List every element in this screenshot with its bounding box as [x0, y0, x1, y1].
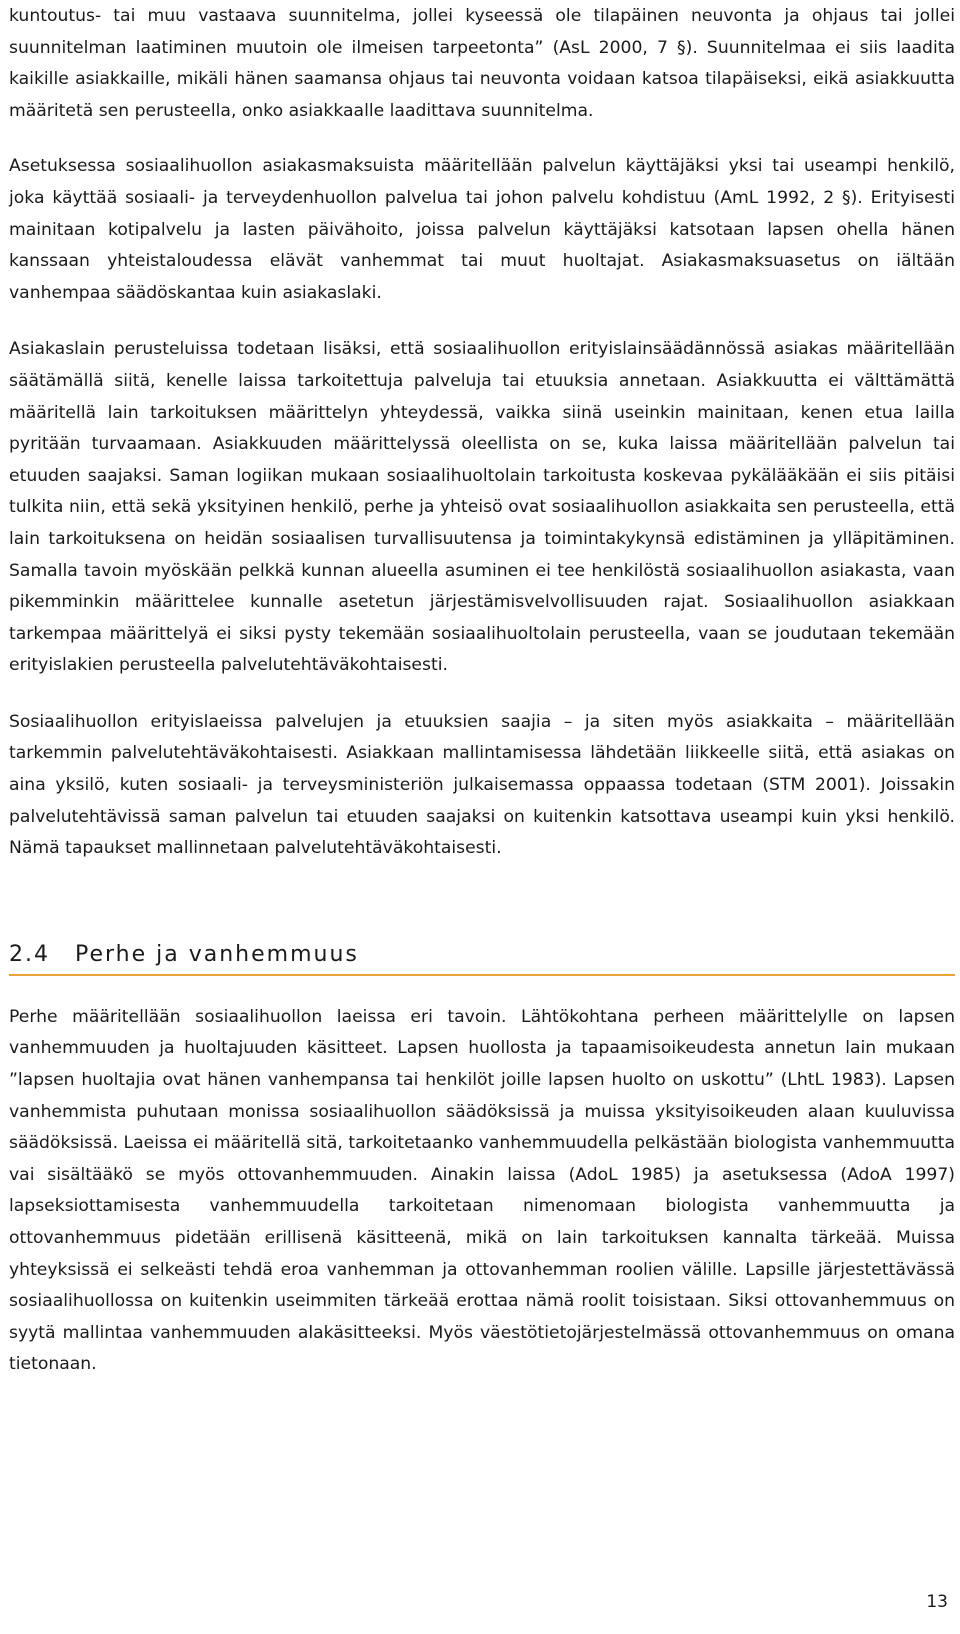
- section-title: Perhe ja vanhemmuus: [75, 941, 359, 967]
- body-paragraph: Asetuksessa sosiaalihuollon asiakasmaksuista määritellään palvelun käyttäjäksi yksi tai useampi henkilö, joka käyttää sosiaali- ja terveydenhuollon palvelua tai johon palvelu kohdistuu (AmL 1992, 2 §). Erityisesti mainitaan kotipalvelu ja lasten päivähoito, joissa palvelun käyttäjäksi katsotaan lapsen ohella hänen kanssaan yhteistaloudessa elävät vanhemmat tai muut huoltajat. Asiakasmaksuasetus on iältään vanhempaa säädöskantaa kuin asiakaslaki.: [9, 156, 955, 303]
- section-heading-block: [9, 940, 955, 976]
- section-heading: [9, 940, 955, 970]
- document-page: [9, 0, 955, 1381]
- body-paragraph: Asiakaslain perusteluissa todetaan lisäksi, että sosiaalihuollon erityislainsäädännössä asiakas määritellään säätämällä siitä, kenelle laissa tarkoitettuja palveluja tai etuuksia annetaan. Asiakkuutta ei välttämättä määritellä lain tarkoituksen määrittelyn yhteydessä, vaikka siinä useinkin mainitaan, kenen etua lailla pyritään turvaamaan. Asiakkuuden määrittelyssä oleellista on se, kuka laissa määritellään palvelun tai etuuden saajaksi. Saman logiikan mukaan sosiaalihuoltolain tarkoitusta koskevaa pykälääkään ei siis pitäisi tulkita niin, että sekä yksityinen henkilö, perhe ja yhteisö ovat sosiaalihuollon asiakkaita sen perusteella, että lain tarkoituksena on heidän sosiaalisen turvallisuutensa ja toimintakykynsä edistäminen ja ylläpitäminen. Samalla tavoin myöskään pelkkä kunnan alueella asuminen ei tee henkilöstä sosiaalihuollon asiakasta, vaan pikemminkin määrittelee kunnalle asetetun järjestämisvelvollisuuden rajat. Sosiaalihuollon asiakkaan tarkempaa määrittelyä ei siksi pysty tekemään sosiaalihuoltolain perusteella, vaan se joudutaan tekemään erityislakien perusteella palvelutehtäväkohtaisesti.: [9, 339, 955, 676]
- page-number: 13: [926, 1592, 948, 1612]
- body-paragraph: kuntoutus- tai muu vastaava suunnitelma, jollei kyseessä ole tilapäinen neuvonta ja ohjaus tai jollei suunnitelman laatiminen muutoin ole ilmeisen tarpeetonta” (AsL 2000, 7 §). Suunnitelmaa ei siis laadita kaikille asiakkaille, mikäli hänen saamansa ohjaus tai neuvonta voidaan katsoa tilapäiseksi, eikä asiakkuutta määritetä sen perusteella, onko asiakkaalle laadittava suunnitelma.: [9, 6, 955, 121]
- section-number: 2.4: [9, 941, 50, 967]
- body-paragraph: Perhe määritellään sosiaalihuollon laeissa eri tavoin. Lähtökohtana perheen määrittelylle on lapsen vanhemmuuden ja huoltajuuden käsitteet. Lapsen huollosta ja tapaamisoikeudesta annetun lain mukaan ”lapsen huoltajia ovat hänen vanhempansa tai henkilöt joille lapsen huolto on uskottu” (LhtL 1983). Lapsen vanhemmista puhutaan monissa sosiaalihuollon säädöksissä ja muissa yksityisoikeuden alaan kuuluvissa säädöksissä. Laeissa ei määritellä sitä, tarkoitetaanko vanhemmuudella pelkästään biologista vanhemmuutta vai sisältääkö se myös ottovanhemmuuden. Ainakin laissa (AdoL 1985) ja asetuksessa (AdoA 1997) lapseksiottamisesta vanhemmuudella tarkoitetaan nimenomaan biologista vanhemmuutta ja ottovanhemmuus pidetään erillisenä käsitteenä, mikä on lain tarkoituksen kannalta tärkeää. Muissa yhteyksissä ei selkeästi tehdä eroa vanhemman ja ottovanhemman roolien välille. Lapsille järjestettävässä sosiaalihuollossa on kuitenkin useimmiten tärkeää erottaa nämä roolit toisistaan. Siksi ottovanhemmuus on syytä mallintaa vanhemmuuden alakäsitteeksi. Myös väestötietojärjestelmässä ottovanhemmuus on omana tietonaan.: [9, 1006, 955, 1375]
- body-paragraph: Sosiaalihuollon erityislaeissa palvelujen ja etuuksien saajia – ja siten myös asiakkaita – määritellään tarkemmin palvelutehtäväkohtaisesti. Asiakkaan mallintamisessa lähdetään liikkeelle siitä, että asiakas on aina yksilö, kuten sosiaali- ja terveysministeriön julkaisemassa oppaassa todetaan (STM 2001). Joissakin palvelutehtävissä saman palvelun tai etuuden saajaksi on kuitenkin katsottava useampi kuin yksi henkilö. Nämä tapaukset mallinnetaan palvelutehtäväkohtaisesti.: [9, 711, 955, 859]
